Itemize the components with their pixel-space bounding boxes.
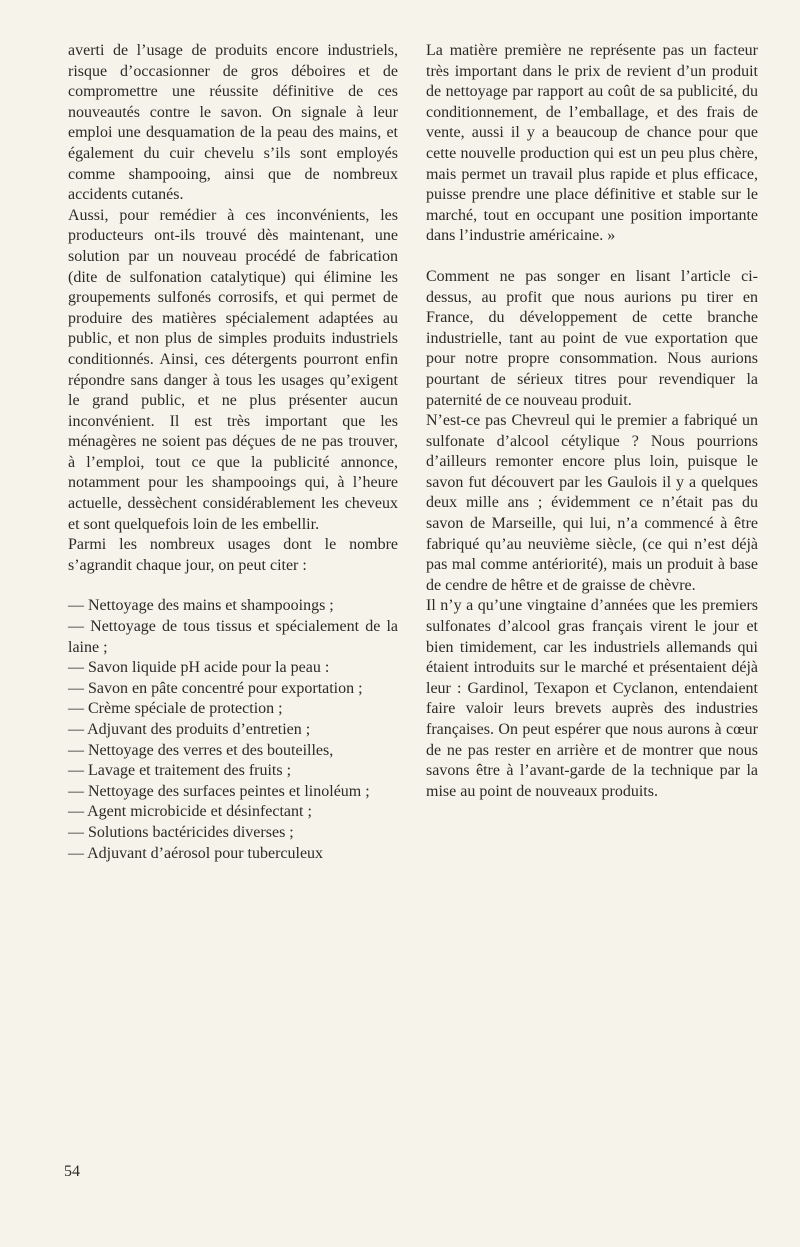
right-paragraph-3: N’est-ce pas Chevreul qui le premier a fabriqué un sulfonate d’alcool cétylique ? Nous pourrions d’ailleurs remonter encore plus loin, puisque le savon fut découvert par les Gaulois il y a quelques deux mille ans ; évidemment ce n’était pas du savon de Marseille, qui lui, n’a commencé à être fabriqué qu’au neuvième siècle, (ce qui n’est déjà pas mal comme antériorité), mais un produit à base de cendre de hêtre et de graisse de chèvre. (426, 412, 758, 594)
list-item: — Nettoyage des verres et des bouteilles, (68, 741, 334, 759)
right-paragraph-1: La matière première ne représente pas un facteur très important dans le prix de revient d’un produit de nettoyage par rapport au coût de sa publicité, du conditionnement, de l’emballage, et des frais de vente, aussi il y a beaucoup de chance pour que cette nouvelle production qui est un peu plus chère, mais permet un travail plus rapide et plus efficace, puisse prendre une place définitive et stable sur le marché, tout en occupant une position importante dans l’industrie américaine. » (426, 42, 758, 245)
list-item: — Adjuvant d’aérosol pour tuberculeux (68, 844, 324, 862)
left-paragraph-1: averti de l’usage de produits encore industriels, risque d’occasionner de gros déboires et de compromettre une réussite définitive de ces nouveautés contre le savon. On signale à leur emploi une desquamation de la peau des mains, et également du cuir chevelu s’ils sont employés comme shampooing, ainsi que de nombreux accidents cutanés. (68, 42, 398, 204)
left-paragraph-2: Aussi, pour remédier à ces inconvénients, les producteurs ont-ils trouvé dès maintenant, une solution par un nouveau procédé de fabrication (dite de sulfonation catalytique) qui élimine les groupements sulfonés corrosifs, et qui permet de produire des matières spécialement adaptées au public, et non plus de simples produits industriels conditionnés. Ainsi, ces détergents pourront enfin répondre sans danger à tous les usages qu’exigent le grand public, et ne plus présenter aucun inconvénient. Il est très important que les ménagères ne soient pas déçues de ne pas trouver, à l’emploi, tout ce que la publicité annonce, notamment pour les shampooings qui, à l’heure actuelle, dessèchent considérablement les cheveux et sont quelquefois loin de les embellir. (68, 206, 398, 533)
list-item: — Solutions bactéricides diverses ; (68, 823, 294, 841)
left-column (68, 41, 398, 864)
list-item: — Nettoyage des surfaces peintes et linoléum ; (68, 782, 370, 800)
list-item: — Crème spéciale de protection ; (68, 700, 283, 718)
right-column (426, 41, 758, 802)
list-item: — Agent microbicide et désinfectant ; (68, 803, 312, 821)
list-item: — Savon liquide pH acide pour la peau : (68, 659, 330, 677)
usage-list (68, 596, 398, 864)
list-item: — Nettoyage de tous tissus et spécialement de la laine ; (68, 618, 398, 656)
list-item: — Lavage et traitement des fruits ; (68, 762, 292, 780)
list-item: — Nettoyage des mains et shampooings ; (68, 597, 334, 615)
list-item: — Adjuvant des produits d’entretien ; (68, 721, 311, 738)
right-paragraph-2: Comment ne pas songer en lisant l’article ci-dessus, au profit que nous aurions pu tirer en France, du développement de cette branche industrielle, tant au point de vue exportation que pour notre propre consommation. Nous aurions pourtant de sérieux titres pour revendiquer la paternité de ce nouveau produit. (426, 267, 758, 409)
right-paragraph-4: Il n’y a qu’une vingtaine d’années que les premiers sulfonates d’alcool gras français virent le jour et bien timidement, car les industriels allemands qui étaient introduits sur le marché et présentaient déjà leur : Gardinol, Texapon et Cyclanon, entendaient faire valoir leurs brevets auprès des industries françaises. On peut espérer que nous aurons à cœur de ne pas rester en arrière et de montrer que nous savons être à l’avant-garde de la technique par la mise au point de nouveaux produits. (426, 597, 758, 800)
page-number: 54 (64, 1163, 80, 1180)
left-paragraph-3: Parmi les nombreux usages dont le nombre s’agrandit chaque jour, on peut citer : (68, 536, 398, 574)
list-item: — Savon en pâte concentré pour exportation ; (68, 679, 363, 697)
